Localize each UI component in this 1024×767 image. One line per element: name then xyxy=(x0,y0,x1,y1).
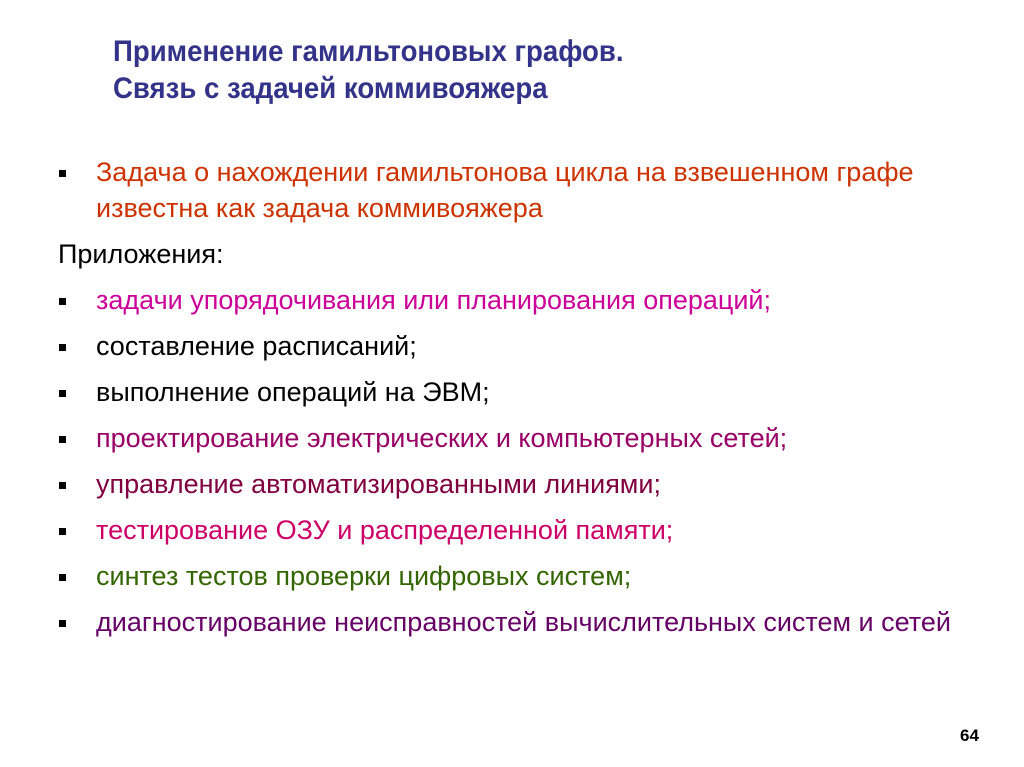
page-number: 64 xyxy=(960,726,979,745)
bullet-item-scheduling-operations xyxy=(52,282,982,318)
slide-title-line-1: Применение гамильтоновых графов. xyxy=(113,35,624,68)
bullet-square-icon xyxy=(59,344,66,351)
bullet-text: составление расписаний; xyxy=(96,331,417,361)
bullet-item-timetables xyxy=(52,328,982,364)
bullet-item-network-design xyxy=(52,420,982,456)
bullet-item-tsp-definition xyxy=(52,154,982,226)
slide-title-line-2: Связь с задачей коммивояжера xyxy=(113,72,548,105)
bullet-text: синтез тестов проверки цифровых систем; xyxy=(96,561,632,591)
bullet-text: задачи упорядочивания или планирования операций; xyxy=(96,285,772,315)
bullet-text: проектирование электрических и компьютерных сетей; xyxy=(96,423,788,453)
bullet-square-icon xyxy=(59,528,66,535)
bullet-item-automated-lines xyxy=(52,466,982,502)
bullet-text: управление автоматизированными линиями; xyxy=(96,469,661,499)
bullet-square-icon xyxy=(59,298,66,305)
bullet-item-test-synthesis xyxy=(52,558,982,594)
bullet-square-icon xyxy=(59,170,66,177)
bullet-text: тестирование ОЗУ и распределенной памяти; xyxy=(96,515,674,545)
bullet-text: выполнение операций на ЭВМ; xyxy=(96,377,490,407)
bullet-square-icon xyxy=(59,620,66,627)
bullet-square-icon xyxy=(59,574,66,581)
applications-heading-item xyxy=(52,236,982,272)
bullet-text: Задача о нахождении гамильтонова цикла на взвешенном графе известна как задача коммивояжера xyxy=(96,157,914,223)
bullet-square-icon xyxy=(59,436,66,443)
bullet-item-memory-testing xyxy=(52,512,982,548)
bullet-square-icon xyxy=(59,390,66,397)
bullet-item-computer-operations xyxy=(52,374,982,410)
slide-title xyxy=(113,33,904,107)
bullet-square-icon xyxy=(59,482,66,489)
applications-heading: Приложения: xyxy=(58,239,224,269)
slide-content xyxy=(52,154,982,650)
bullet-item-fault-diagnosis xyxy=(52,604,982,640)
bullet-text: диагностирование неисправностей вычислительных систем и сетей xyxy=(96,607,951,637)
